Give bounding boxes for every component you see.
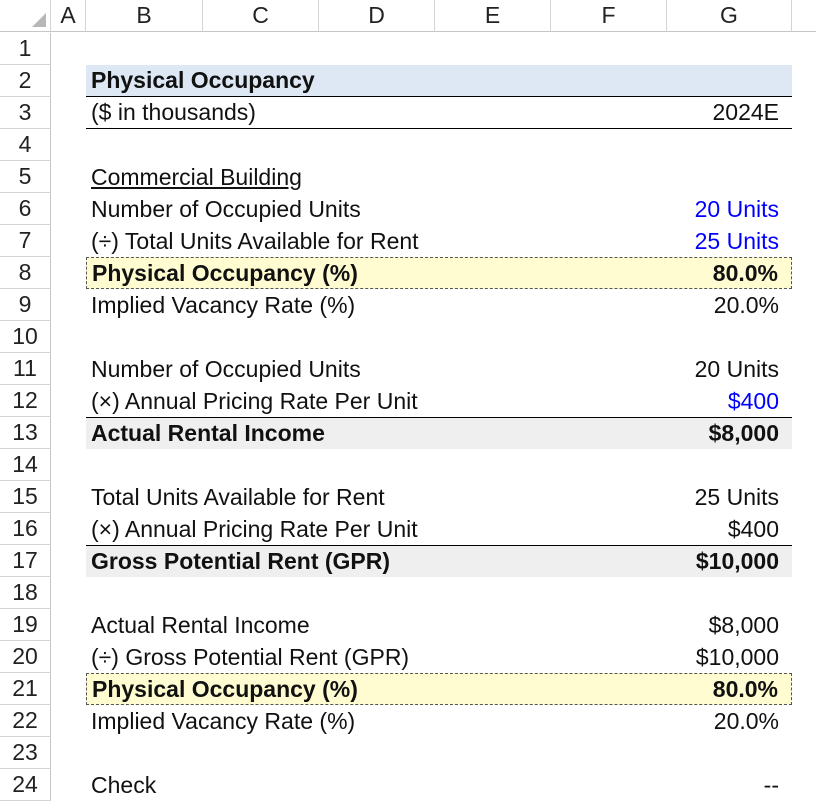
section-row <box>86 161 792 193</box>
row-15 <box>0 481 816 513</box>
row-header[interactable]: 17 <box>0 545 51 577</box>
data-row <box>86 193 792 225</box>
data-row <box>86 353 792 385</box>
row-3 <box>0 97 816 129</box>
row-24 <box>0 769 816 801</box>
row-label[interactable]: Number of Occupied Units <box>91 355 361 382</box>
row-18 <box>0 577 816 609</box>
row-header[interactable]: 10 <box>0 321 51 353</box>
row-value[interactable]: $400 <box>727 515 779 542</box>
row-22 <box>0 705 816 737</box>
row-header[interactable]: 23 <box>0 737 51 769</box>
units-label[interactable]: ($ in thousands) <box>91 99 256 125</box>
row-2 <box>0 65 816 97</box>
row-19 <box>0 609 816 641</box>
sheet-title[interactable]: Physical Occupancy <box>91 67 315 93</box>
row-header[interactable]: 15 <box>0 481 51 513</box>
data-row <box>86 609 792 641</box>
row-header[interactable]: 2 <box>0 65 51 97</box>
row-label[interactable]: (×) Annual Pricing Rate Per Unit <box>91 515 418 542</box>
column-header-d[interactable]: D <box>319 0 435 32</box>
row-header[interactable]: 4 <box>0 129 51 161</box>
column-header-c[interactable]: C <box>203 0 319 32</box>
row-13 <box>0 417 816 449</box>
row-6 <box>0 193 816 225</box>
data-row <box>86 481 792 513</box>
row-header[interactable]: 6 <box>0 193 51 225</box>
row-header[interactable]: 8 <box>0 257 51 289</box>
row-21 <box>0 673 816 705</box>
year-label[interactable]: 2024E <box>712 99 779 125</box>
vacancy-value[interactable]: 20.0% <box>713 707 779 734</box>
row-label[interactable]: Gross Potential Rent (GPR) <box>91 548 391 574</box>
row-label[interactable]: Physical Occupancy (%) <box>92 675 358 702</box>
input-value[interactable]: $400 <box>727 387 779 414</box>
row-header[interactable]: 5 <box>0 161 51 193</box>
data-row <box>86 513 792 545</box>
row-label[interactable]: Check <box>91 771 157 798</box>
row-14 <box>0 449 816 481</box>
units-row <box>86 97 792 129</box>
input-value[interactable]: 20 Units <box>694 195 779 222</box>
column-header-g[interactable]: G <box>667 0 792 32</box>
occupancy-value[interactable]: 80.0% <box>712 259 778 286</box>
row-label[interactable]: (÷) Gross Potential Rent (GPR) <box>91 643 410 670</box>
row-header[interactable]: 18 <box>0 577 51 609</box>
check-value[interactable]: -- <box>763 771 779 798</box>
data-row <box>86 641 792 673</box>
row-label[interactable]: Number of Occupied Units <box>91 195 361 222</box>
title-band <box>86 65 792 97</box>
row-header[interactable]: 19 <box>0 609 51 641</box>
row-value[interactable]: $8,000 <box>708 611 779 638</box>
row-value[interactable]: 20 Units <box>694 355 779 382</box>
row-label[interactable]: Physical Occupancy (%) <box>92 259 358 286</box>
row-label[interactable]: Implied Vacancy Rate (%) <box>91 291 356 318</box>
row-header[interactable]: 12 <box>0 385 51 417</box>
check-row <box>86 769 792 801</box>
data-row <box>86 385 792 417</box>
total-row <box>86 417 792 449</box>
column-header-f[interactable]: F <box>551 0 667 32</box>
row-header[interactable]: 3 <box>0 97 51 129</box>
row-16 <box>0 513 816 545</box>
data-row <box>86 705 792 737</box>
occupancy-value[interactable]: 80.0% <box>712 675 778 702</box>
total-value[interactable]: $10,000 <box>695 548 779 574</box>
data-row <box>86 289 792 321</box>
row-12 <box>0 385 816 417</box>
column-header-overflow <box>792 0 816 32</box>
highlight-row <box>86 257 792 289</box>
total-value[interactable]: $8,000 <box>708 420 779 446</box>
row-label[interactable]: (÷) Total Units Available for Rent <box>91 227 419 254</box>
row-header[interactable]: 20 <box>0 641 51 673</box>
row-header[interactable]: 13 <box>0 417 51 449</box>
row-header[interactable]: 7 <box>0 225 51 257</box>
row-23 <box>0 737 816 769</box>
select-all-corner[interactable] <box>0 0 51 32</box>
row-7 <box>0 225 816 257</box>
data-row <box>86 225 792 257</box>
row-10 <box>0 321 816 353</box>
column-header-bar <box>0 0 816 33</box>
row-header[interactable]: 11 <box>0 353 51 385</box>
row-5 <box>0 161 816 193</box>
vacancy-value[interactable]: 20.0% <box>713 291 779 318</box>
row-label[interactable]: Actual Rental Income <box>91 611 310 638</box>
input-value[interactable]: 25 Units <box>694 227 779 254</box>
column-header-e[interactable]: E <box>435 0 551 32</box>
row-header[interactable]: 21 <box>0 673 51 705</box>
row-8 <box>0 257 816 289</box>
column-header-a[interactable]: A <box>51 0 86 32</box>
column-header-b[interactable]: B <box>86 0 203 32</box>
section-heading[interactable]: Commercial Building <box>91 163 302 190</box>
row-value[interactable]: $10,000 <box>695 643 779 670</box>
highlight-row <box>86 673 792 705</box>
row-4 <box>0 129 816 161</box>
row-1 <box>0 33 816 65</box>
row-label[interactable]: Actual Rental Income <box>91 420 325 446</box>
row-9 <box>0 289 816 321</box>
row-label[interactable]: (×) Annual Pricing Rate Per Unit <box>91 387 418 414</box>
row-header[interactable]: 1 <box>0 33 51 65</box>
row-header[interactable]: 16 <box>0 513 51 545</box>
row-header[interactable]: 24 <box>0 769 51 801</box>
row-value[interactable]: 25 Units <box>694 483 779 510</box>
total-row <box>86 545 792 577</box>
row-header[interactable]: 22 <box>0 705 51 737</box>
row-header[interactable]: 14 <box>0 449 51 481</box>
row-11 <box>0 353 816 385</box>
row-label[interactable]: Implied Vacancy Rate (%) <box>91 707 356 734</box>
row-header[interactable]: 9 <box>0 289 51 321</box>
row-20 <box>0 641 816 673</box>
row-label[interactable]: Total Units Available for Rent <box>91 483 385 510</box>
row-17 <box>0 545 816 577</box>
